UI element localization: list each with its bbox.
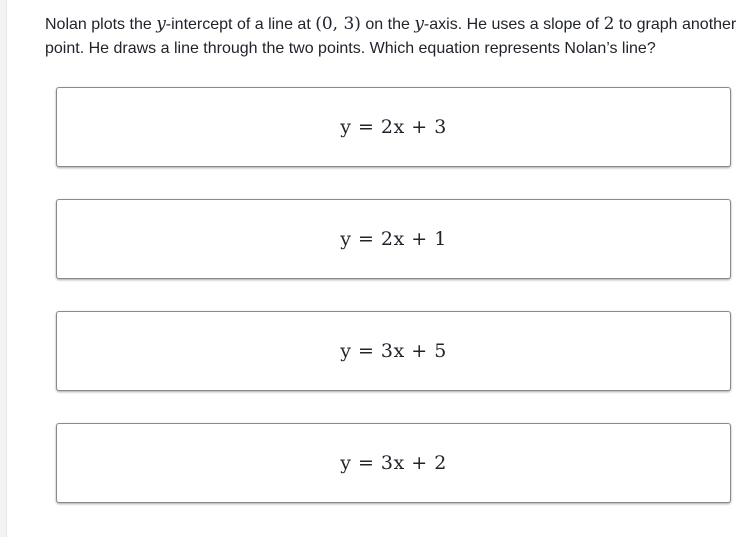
question-segment: -intercept of a line at bbox=[165, 16, 316, 33]
answer-choice-3[interactable] bbox=[56, 311, 731, 391]
math-variable-y: y bbox=[414, 14, 424, 34]
math-point: (0, 3) bbox=[315, 14, 361, 34]
question-segment: Nolan plots the bbox=[45, 16, 157, 33]
answer-choice-2[interactable] bbox=[56, 199, 731, 279]
answer-choice-4[interactable] bbox=[56, 423, 731, 503]
answer-choices bbox=[56, 87, 731, 535]
question-segment: on the bbox=[360, 16, 415, 33]
answer-choice-label: y = 2x + 1 bbox=[340, 228, 447, 250]
answer-choice-label: y = 3x + 5 bbox=[340, 340, 447, 362]
question-segment: to graph another point. He draws a line through the two points. Which equation represents Nolan’s line? bbox=[45, 16, 737, 57]
math-variable-y: y bbox=[156, 14, 166, 34]
math-slope: 2 bbox=[603, 14, 615, 34]
question-segment: -axis. He uses a slope of bbox=[423, 16, 604, 33]
question-text bbox=[45, 12, 745, 61]
left-edge-bar bbox=[0, 0, 7, 537]
answer-choice-1[interactable] bbox=[56, 87, 731, 167]
answer-choice-label: y = 2x + 3 bbox=[340, 116, 447, 138]
answer-choice-label: y = 3x + 2 bbox=[340, 452, 447, 474]
